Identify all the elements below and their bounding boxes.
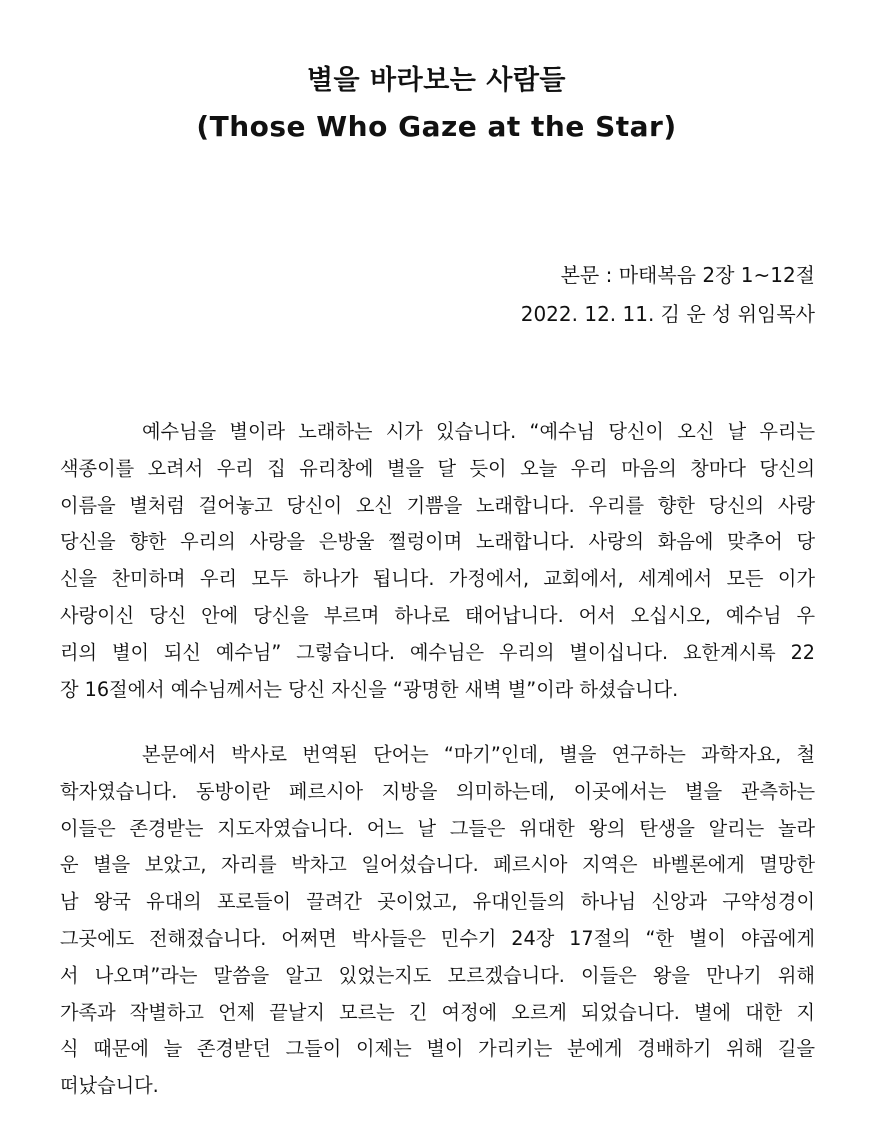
- paragraph-2: [60, 737, 815, 1105]
- paragraph-line: 본문에서 박사로 번역된 단어는 “마기”인데, 별을 연구하는 과학자요, 철: [142, 743, 815, 766]
- paragraph-line: 그곳에도 전해졌습니다. 어쩌면 박사들은 민수기 24장 17절의 “한 별이 야곱에게: [60, 926, 815, 950]
- paragraph-line: 색종이를 오려서 우리 집 유리창에 별을 달 듯이 오늘 우리 마음의 창마다 당신의: [60, 456, 815, 480]
- paragraph-line: 남 왕국 유대의 포로들이 끌려간 곳이었고, 유대인들의 하나님 신앙과 구약성경이: [60, 890, 815, 914]
- paragraph-line: 떠났습니다.: [60, 1074, 159, 1098]
- paragraph-line: 장 16절에서 예수님께서는 당신 자신을 “광명한 새벽 별”이라 하셨습니다.: [60, 677, 679, 701]
- paragraph-line: 신을 찬미하며 우리 모두 하나가 됩니다. 가정에서, 교회에서, 세계에서 모든 이가: [60, 567, 815, 591]
- paragraph-line: 리의 별이 되신 예수님” 그렇습니다. 예수님은 우리의 별이십니다. 요한계시록 22: [60, 640, 815, 664]
- paragraph-1: [60, 414, 815, 708]
- paragraph-line: 식 때문에 늘 존경받던 그들이 이제는 별이 가리키는 분에게 경배하기 위해 길을: [60, 1037, 815, 1061]
- sermon-title-english: (Those Who Gaze at the Star): [196, 110, 677, 143]
- paragraph-line: 이름을 별처럼 걸어놓고 당신이 오신 기쁨을 노래합니다. 우리를 향한 당신의 사랑: [60, 493, 815, 517]
- paragraph-line: 학자였습니다. 동방이란 페르시아 지방을 의미하는데, 이곳에서는 별을 관측하는: [60, 779, 815, 803]
- paragraph-line: 서 나오며”라는 말씀을 알고 있었는지도 모르겠습니다. 이들은 왕을 만나기 위해: [60, 963, 815, 987]
- date-and-author: 2022. 12. 11. 김 운 성 위임목사: [520, 302, 815, 326]
- paragraph-line: 사랑이신 당신 안에 당신을 부르며 하나로 태어납니다. 어서 오십시오, 예수님 우: [60, 603, 815, 627]
- paragraph-line: 당신을 향한 우리의 사랑을 은방울 쩔렁이며 노래합니다. 사랑의 화음에 맞추어 당: [60, 530, 815, 554]
- paragraph-line: 이들은 존경받는 지도자였습니다. 어느 날 그들은 위대한 왕의 탄생을 알리는 놀라: [60, 816, 815, 840]
- sermon-title: 별을 바라보는 사람들: [306, 65, 567, 96]
- paragraph-line: 운 별을 보았고, 자리를 박차고 일어섰습니다. 페르시아 지역은 바벨론에게 멸망한: [60, 853, 815, 877]
- scripture-reference: 본문 : 마태복음 2장 1~12절: [560, 263, 815, 287]
- paragraph-line: 가족과 작별하고 언제 끝날지 모르는 긴 여정에 오르게 되었습니다. 별에 대한 지: [60, 1000, 815, 1024]
- paragraph-line: 예수님을 별이라 노래하는 시가 있습니다. “예수님 당신이 오신 날 우리는: [142, 420, 815, 443]
